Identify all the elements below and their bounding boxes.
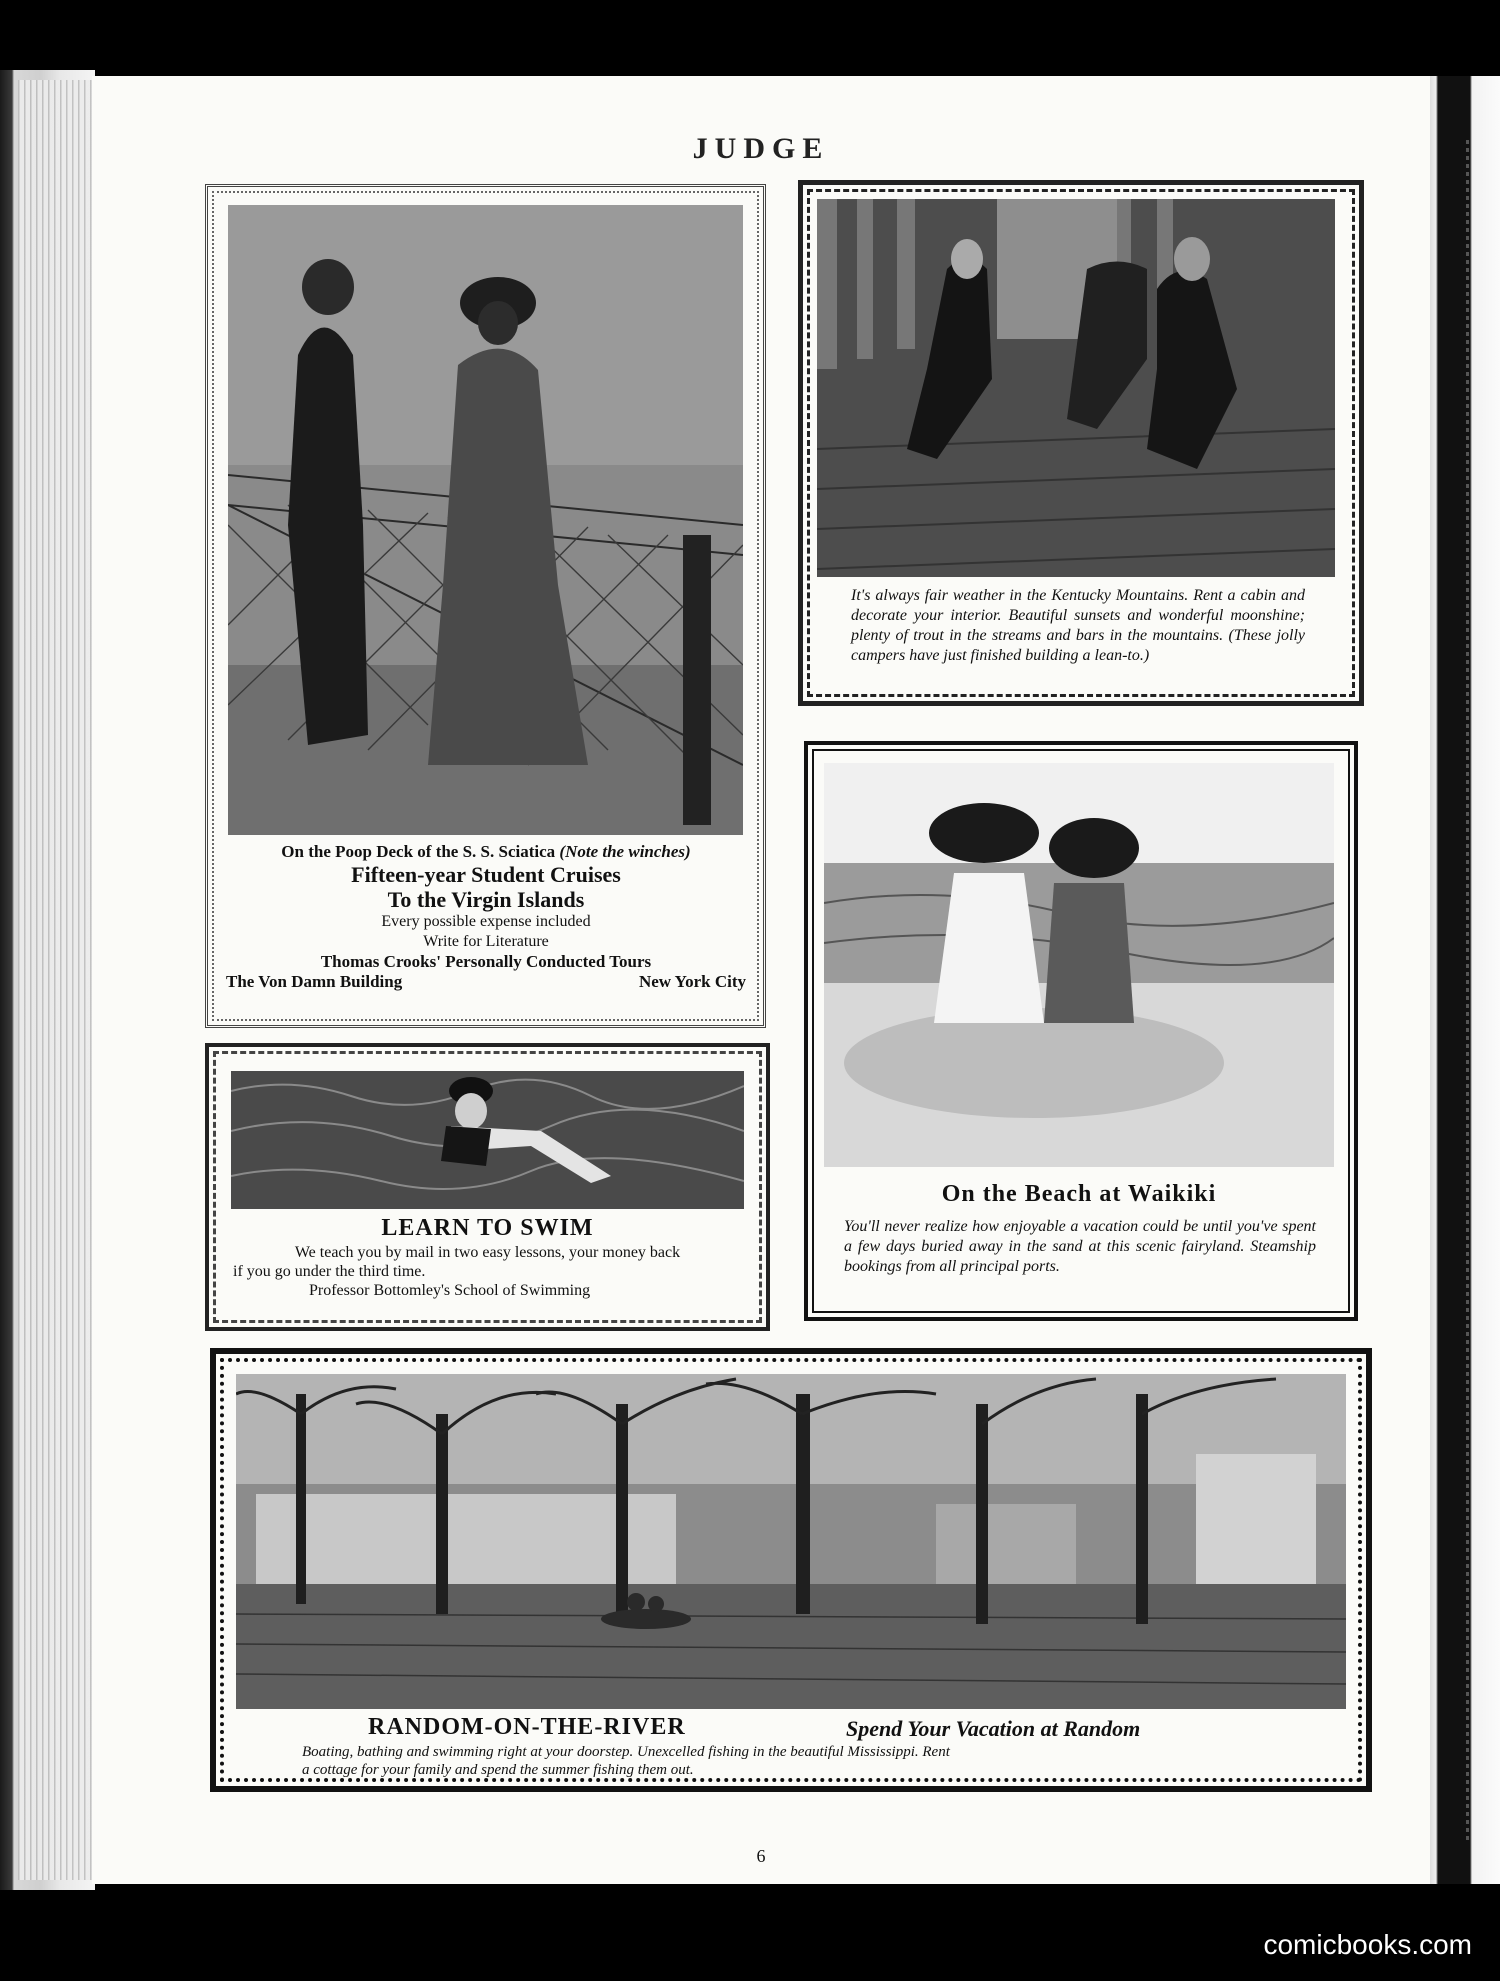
ad-waikiki	[804, 741, 1358, 1321]
ad-river	[210, 1348, 1372, 1792]
cruise-headline-1: Fifteen-year Student Cruises	[351, 862, 621, 887]
waikiki-caption: You'll never realize how enjoyable a vacation could be until you've spent a few days buried away in the sand at this scenic fairyland. Steamship bookings from all principal ports.	[844, 1218, 1316, 1275]
page-header: JUDGE	[692, 132, 830, 165]
cruise-address-right: New York City	[638, 972, 746, 991]
photo-flooded-town	[236, 1374, 1346, 1709]
cruise-line-2: Write for Literature	[423, 933, 549, 950]
photo-kentucky-porch	[817, 199, 1335, 577]
swim-line-2: if you go under the third time.	[233, 1263, 426, 1280]
river-line-2: a cottage for your family and spend the summer fishing them out.	[302, 1762, 694, 1778]
adjacent-page-dashes	[1466, 140, 1469, 1840]
river-title: RANDOM-ON-THE-RIVER	[368, 1714, 686, 1740]
cruise-line-1: Every possible expense included	[381, 913, 591, 930]
cruise-caption-prefix: On the Poop Deck of the S. S. Sciatica	[281, 842, 556, 861]
magazine-page	[92, 76, 1430, 1884]
ad-swim	[205, 1043, 770, 1331]
cruise-sponsor: Thomas Crooks' Personally Conducted Tours	[320, 952, 652, 971]
swim-title: LEARN TO SWIM	[381, 1215, 594, 1241]
watermark: comicbooks.com	[1263, 1929, 1472, 1960]
ad-kentucky	[798, 180, 1364, 706]
swim-line-3: Professor Bottomley's School of Swimming	[309, 1282, 591, 1299]
photo-waikiki-beach	[824, 763, 1334, 1167]
adjacent-page-edge	[1430, 76, 1500, 1884]
page-number: 6	[756, 1846, 766, 1866]
cruise-address-left: The Von Damn Building	[226, 972, 403, 991]
river-line-1: Boating, bathing and swimming right at your doorstep. Unexcelled fishing in the beautiful Mississippi. Rent	[302, 1744, 950, 1760]
ad-cruise	[205, 184, 766, 1028]
photo-swimmer	[231, 1071, 744, 1209]
photo-poop-deck	[228, 205, 743, 835]
cruise-headline-2: To the Virgin Islands	[387, 887, 585, 912]
kentucky-caption: It's always fair weather in the Kentucky Mountains. Rent a cabin and decorate your interior. Beautiful sunsets and wonderful moonshine; plenty of trout in the streams and bars in the mountains. (These jolly campers have just finished building a lean-to.)	[851, 587, 1305, 664]
swim-line-1: We teach you by mail in two easy lessons, your money back	[294, 1244, 681, 1261]
cruise-caption-note: (Note the winches)	[559, 842, 691, 861]
cruise-caption	[226, 842, 746, 992]
page-stack-edges	[18, 80, 94, 1880]
river-slogan: Spend Your Vacation at Random	[846, 1716, 1141, 1741]
waikiki-title: On the Beach at Waikiki	[941, 1181, 1217, 1207]
cruise-address-row	[226, 972, 746, 992]
